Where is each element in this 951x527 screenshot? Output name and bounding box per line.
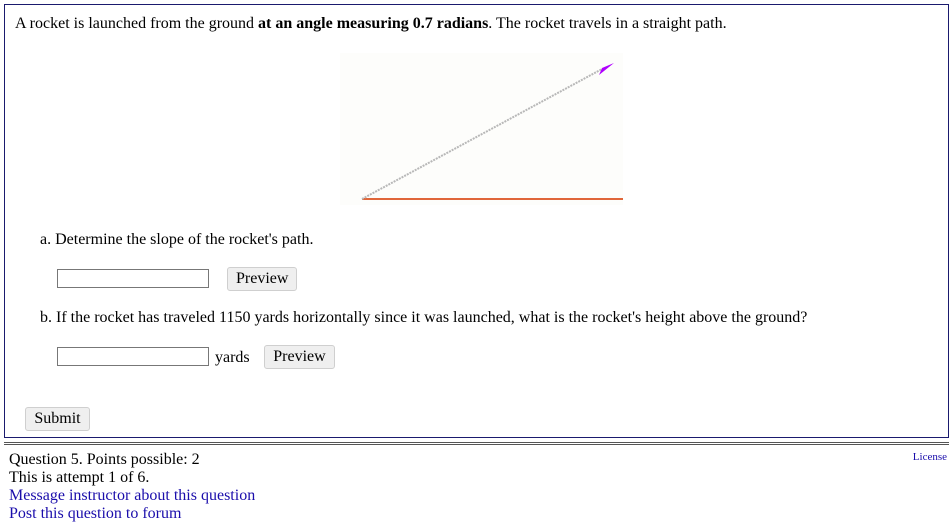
- part-b-prompt: b. If the rocket has traveled 1150 yards horizontally since it was launched, what is the rocket's height above the ground?: [40, 309, 808, 326]
- height-answer-input[interactable]: [57, 347, 209, 366]
- intro-text-start: A rocket is launched from the ground: [15, 15, 259, 32]
- diagram-background: [340, 53, 623, 205]
- part-a-prompt: a. Determine the slope of the rocket's path.: [40, 231, 314, 248]
- submit-button[interactable]: Submit: [25, 407, 90, 431]
- footer-divider: [4, 442, 949, 445]
- attempt-count-text: This is attempt 1 of 6.: [9, 469, 150, 486]
- height-unit-label: yards: [215, 349, 250, 366]
- intro-angle-emphasis: at an angle measuring 0.7 radians: [258, 15, 489, 32]
- points-possible-text: Question 5. Points possible: 2: [9, 451, 200, 468]
- message-instructor-link[interactable]: Message instructor about this question: [9, 487, 256, 504]
- question-intro: [15, 15, 727, 33]
- post-to-forum-link[interactable]: Post this question to forum: [9, 505, 182, 522]
- license-link[interactable]: License: [912, 451, 947, 463]
- question-info: [9, 451, 255, 523]
- slope-answer-input[interactable]: [57, 269, 209, 288]
- preview-a-button[interactable]: Preview: [227, 267, 297, 291]
- preview-b-button[interactable]: Preview: [264, 345, 335, 369]
- question-panel: [4, 4, 949, 438]
- rocket-path-diagram: [340, 53, 623, 205]
- intro-text-end: . The rocket travels in a straight path.: [488, 15, 727, 32]
